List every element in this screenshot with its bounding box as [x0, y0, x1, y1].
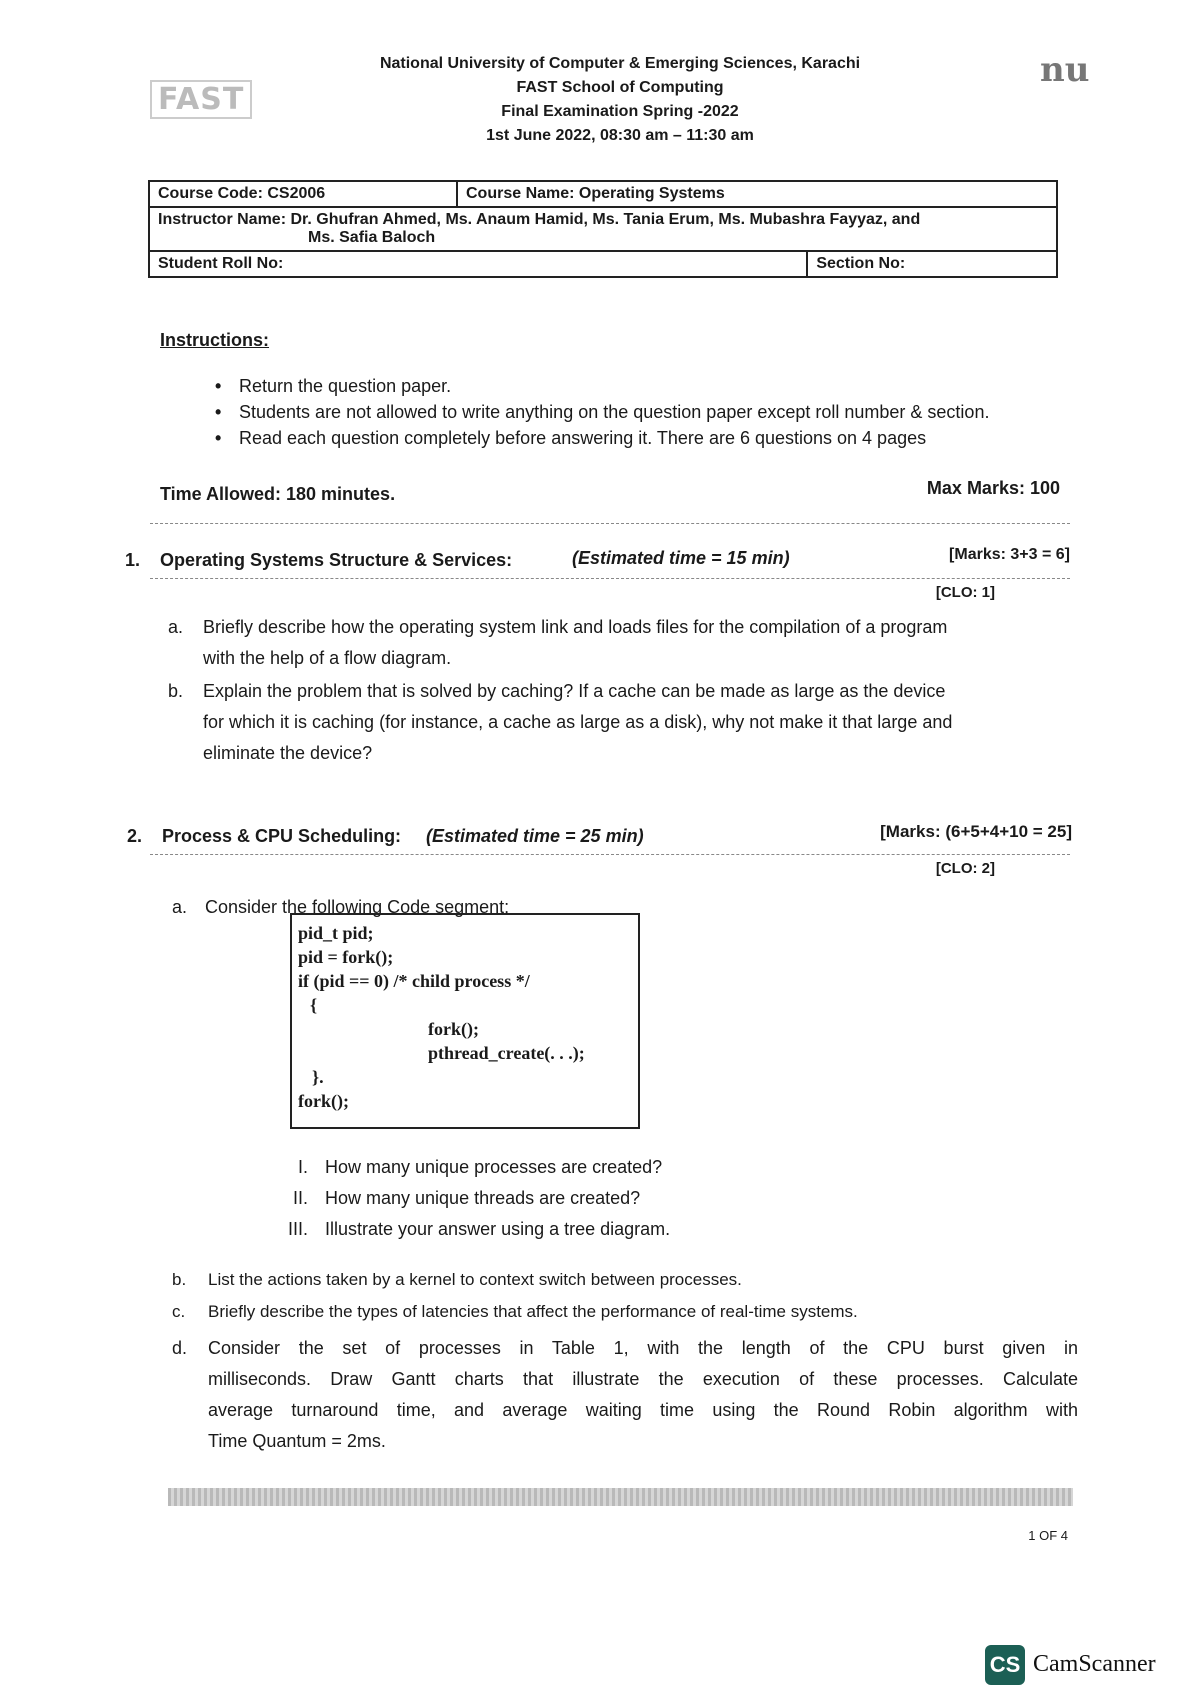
- instructor-line-2: Ms. Safia Baloch: [308, 229, 436, 246]
- instructions-list: [195, 373, 1065, 451]
- q1a-label: a.: [168, 617, 184, 637]
- q2d-line-1: Consider the set of processes in Table 1, with the length of the CPU burst given in: [208, 1338, 1078, 1358]
- code-line: fork();: [298, 1091, 349, 1111]
- q1-clo: [CLO: 1]: [935, 584, 995, 601]
- instruction-item: • Return the question paper.: [215, 373, 1065, 399]
- q2d-line-2: milliseconds. Draw Gantt charts that illustrate the execution of these processes. Calculate: [208, 1369, 1078, 1389]
- instruction-item: • Read each question completely before answering it. There are 6 questions on 4 pages: [215, 425, 1065, 451]
- school-name: FAST School of Computing: [516, 79, 724, 96]
- max-marks: Max Marks: 100: [926, 478, 1060, 498]
- q1b-line-3: eliminate the device?: [203, 743, 373, 763]
- q2c-text: Briefly describe the types of latencies that affect the performance of real-time systems.: [208, 1302, 858, 1321]
- time-allowed: Time Allowed: 180 minutes.: [160, 484, 396, 504]
- q1-estimated-time: (Estimated time = 15 min): [572, 548, 790, 568]
- code-line: {: [310, 995, 318, 1015]
- section-no-field: Section No:: [807, 251, 1057, 277]
- q2b-label: b.: [172, 1270, 187, 1289]
- course-code: Course Code: CS2006: [149, 181, 457, 207]
- q2-marks: [Marks: (6+5+4+10 = 25]: [880, 822, 1072, 841]
- q2a-sub-label: I.: [297, 1157, 308, 1177]
- fast-logo: FAST: [150, 80, 252, 119]
- q2d-text: [208, 1333, 1078, 1457]
- divider: [150, 523, 1070, 524]
- code-line: fork();: [428, 1019, 479, 1039]
- code-line: pid_t pid;: [298, 923, 374, 943]
- instruction-item: • Students are not allowed to write anything on the question paper except roll number & section.: [215, 399, 1065, 425]
- q2-title: Process & CPU Scheduling:: [162, 826, 402, 846]
- instructor-line-1: Instructor Name: Dr. Ghufran Ahmed, Ms. Anaum Hamid, Ms. Tania Erum, Ms. Mubashra Fayyaz, and: [158, 211, 921, 228]
- q2b-text: List the actions taken by a kernel to context switch between processes.: [208, 1270, 742, 1289]
- page-number: 1 OF 4: [1028, 1528, 1068, 1543]
- q1a-line-1: Briefly describe how the operating system link and loads files for the compilation of a program: [203, 617, 948, 637]
- divider: [150, 854, 1070, 855]
- q2a-text: Consider the following Code segment:: [205, 897, 510, 917]
- roll-no-field: Student Roll No:: [149, 251, 807, 277]
- divider: [150, 578, 1070, 579]
- q1a-line-2: with the help of a flow diagram.: [203, 648, 452, 668]
- q1-title: Operating Systems Structure & Services:: [160, 550, 513, 570]
- course-info-table: [148, 180, 1058, 278]
- code-segment: [298, 921, 628, 1113]
- course-name: Course Name: Operating Systems: [457, 181, 1057, 207]
- q2a-sub-text: How many unique processes are created?: [325, 1157, 663, 1177]
- q2d-line-3: average turnaround time, and average waiting time using the Round Robin algorithm with: [208, 1400, 1078, 1420]
- nu-logo: nu: [1040, 50, 1090, 90]
- q2a-sub-label: II.: [292, 1188, 308, 1208]
- q1b-line-2: for which it is caching (for instance, a cache as large as a disk), why not make it that large and: [203, 712, 953, 732]
- instructor-cell: [149, 207, 1057, 251]
- instructions-title: Instructions:: [160, 330, 270, 350]
- exam-date: 1st June 2022, 08:30 am – 11:30 am: [486, 127, 754, 144]
- q2-estimated-time: (Estimated time = 25 min): [426, 826, 644, 846]
- q2a-sub-text: Illustrate your answer using a tree diagram.: [325, 1219, 671, 1239]
- q1a-text: [203, 612, 1073, 674]
- q2c-label: c.: [172, 1302, 186, 1321]
- university-name: National University of Computer & Emerging Sciences, Karachi: [379, 55, 861, 72]
- code-line: pthread_create(. . .);: [428, 1043, 585, 1063]
- camscanner-watermark: CamScanner: [1033, 1651, 1156, 1677]
- q1-number: 1.: [125, 550, 141, 570]
- q2a-label: a.: [172, 897, 188, 917]
- q2d-line-4: Time Quantum = 2ms.: [208, 1431, 386, 1451]
- q2a-sub-text: How many unique threads are created?: [325, 1188, 641, 1208]
- code-line: pid = fork();: [298, 947, 394, 967]
- camscanner-logo-icon: CS: [985, 1645, 1025, 1685]
- q1b-text: [203, 676, 1073, 769]
- code-box: [290, 913, 640, 1129]
- exam-title: Final Examination Spring -2022: [501, 103, 739, 120]
- q2a-sub-label: III.: [287, 1219, 308, 1239]
- code-line: if (pid == 0) /* child process */: [298, 971, 530, 991]
- q2-number: 2.: [127, 826, 143, 846]
- q1b-label: b.: [168, 681, 184, 701]
- page-footer-bar: [168, 1488, 1073, 1506]
- q2d-label: d.: [172, 1338, 188, 1358]
- q2-clo: [CLO: 2]: [935, 860, 995, 877]
- q1-marks: [Marks: 3+3 = 6]: [949, 546, 1070, 563]
- code-line: }.: [312, 1067, 324, 1087]
- q1b-line-1: Explain the problem that is solved by caching? If a cache can be made as large as the device: [203, 681, 946, 701]
